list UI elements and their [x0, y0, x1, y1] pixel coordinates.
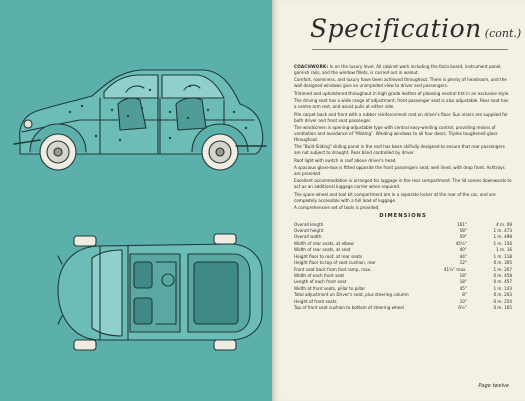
dimension-label: Width at front seats, pillar to pillar — [294, 285, 366, 291]
dimensions-heading: DIMENSIONS — [379, 213, 427, 220]
dimension-imperial: 10" — [459, 298, 467, 304]
dimensions-table — [294, 222, 512, 312]
dimension-label: Total adjustment on Driver's seat, plus steering column — [294, 292, 409, 298]
title-main: Specification — [310, 14, 482, 43]
dimension-metric: 1 m. 473 — [493, 227, 512, 233]
spec-paragraph: The "Built-Sliding" sliding panel in the roof has been skilfully designed to ensure that rear passengers are not subject to draught. Rear blind controlled by driver. — [294, 144, 505, 156]
dimension-imperial: 6½" — [458, 305, 467, 311]
page-title — [310, 14, 521, 43]
dimension-label: Length of each front seat — [294, 279, 347, 285]
dimension-imperial: 44" — [459, 253, 467, 259]
title-divider — [312, 49, 508, 50]
dimension-imperial: 45" — [459, 285, 467, 291]
dimension-metric: 4 m. 09 — [496, 221, 512, 227]
dimension-metric: 1 m. 207 — [493, 266, 512, 272]
dimension-imperial: 8" — [462, 292, 467, 298]
title-suffix: (cont.) — [484, 27, 522, 40]
dimension-imperial: 40" — [459, 247, 467, 253]
dimension-imperial: 18" — [459, 273, 467, 278]
dimension-label: Overall length — [294, 221, 324, 227]
spec-paragraph: A spacious glove-box is fitted opposite the front passengers seat, well lined, with drop front. Ashtrays are provided. — [294, 165, 505, 176]
spec-paragraph: The windscreen is opening-adjustable type with central easy-winding control, providing means of ventilation and avoidance of "Misting". Winding windows to all four doors. Triplex toughened glass throughout. — [294, 124, 498, 142]
coachwork-text: In on the luxury level. All cabinet work including the facia board, instrument panel, garnish rails, and the window fillets, is carried out in walnut. — [294, 64, 502, 75]
coachwork-paragraph — [294, 64, 512, 76]
specification-body — [294, 64, 512, 312]
dimension-label: Height floor to top of seat cushion, rear — [294, 260, 376, 266]
dimension-metric: 1 m. 498 — [493, 234, 512, 240]
dimension-metric: 1 m. 118 — [493, 253, 512, 259]
spec-paragraph: Comfort, roominess, and luxury have been achieved throughout. There is plenty of headroom, and the well designed windows give an unimpeded view to driver and passengers. — [294, 77, 507, 89]
dimension-imperial: 161" — [456, 221, 467, 227]
dimension-metric: 0 m. 254 — [493, 298, 512, 304]
spec-paragraph: The spare wheel and tool kit compartment are in a separate locker at the rear of the car, and are completely accessible with a full load of luggage. — [294, 191, 496, 203]
spec-paragraph: The driving seat has a wide range of adjustment, front passenger seat is also adjustable. Rear seat has a centre arm rest, and assist pulls at either side. — [294, 98, 509, 110]
dimension-label: Front seat back from foot ramp, max. — [294, 266, 372, 272]
spec-paragraph: Trimmed and upholstered throughout in high grade leather of pleasing neutral tint in an exclusive style. — [294, 90, 510, 96]
car-side-view — [14, 70, 266, 170]
dimension-metric: 0 m. 305 — [493, 260, 512, 266]
dimension-metric: 0 m. 203 — [493, 292, 512, 298]
dimension-label: Top of front seat cushion to bottom of steering wheel — [294, 305, 404, 311]
dimension-metric: 1 m. 143 — [493, 285, 512, 291]
dimension-imperial: 18" — [459, 279, 467, 285]
dimension-metric: 0 m. 457 — [493, 279, 512, 285]
dimension-label: Height of front seats — [294, 298, 337, 304]
spec-paragraph: Pile carpet back and front with a rubber reinforcement mat on driver's floor. Sun visors are supplied for both driver and front seat passenger. — [294, 111, 508, 123]
dimension-label: Width of each front seat — [294, 273, 344, 278]
dimension-metric: 0 m. 165 — [493, 305, 512, 311]
dimension-imperial: 41½" max. — [443, 266, 467, 272]
spec-paragraph: A comprehensive set of tools is provided. — [294, 205, 380, 211]
specification-page — [272, 0, 525, 401]
dimension-label: Overall width — [294, 234, 322, 240]
page-number: Page twelve — [478, 383, 509, 389]
dimension-imperial: 58" — [459, 227, 467, 233]
dimension-imperial: 12" — [459, 260, 467, 266]
dimension-metric: 1 m. 156 — [493, 240, 512, 246]
dimension-row — [294, 305, 512, 311]
dimension-label: Width of rear seats, at seat — [294, 247, 351, 253]
spec-paragraph: Roof light with switch in roof above driver's head. — [294, 157, 397, 163]
dimension-imperial: 59" — [459, 234, 467, 240]
dimension-label: Overall height — [294, 227, 324, 233]
dimension-metric: 0 m. 458 — [493, 273, 512, 278]
dimension-imperial: 45½" — [455, 240, 467, 246]
car-plan-view — [58, 234, 262, 350]
dimension-label: Height floor to roof, at rear seats — [294, 253, 363, 259]
dimension-label: Width of rear seats, at elbow — [294, 240, 354, 246]
spec-paragraph: Excellent accommodation is arranged for luggage in the rear compartment. The lid comes downwards to act as an additional luggage carrier when required. — [294, 178, 512, 190]
coachwork-label: COACHWORK: — [294, 64, 329, 69]
dimension-metric: 1 m. 16 — [496, 247, 512, 253]
